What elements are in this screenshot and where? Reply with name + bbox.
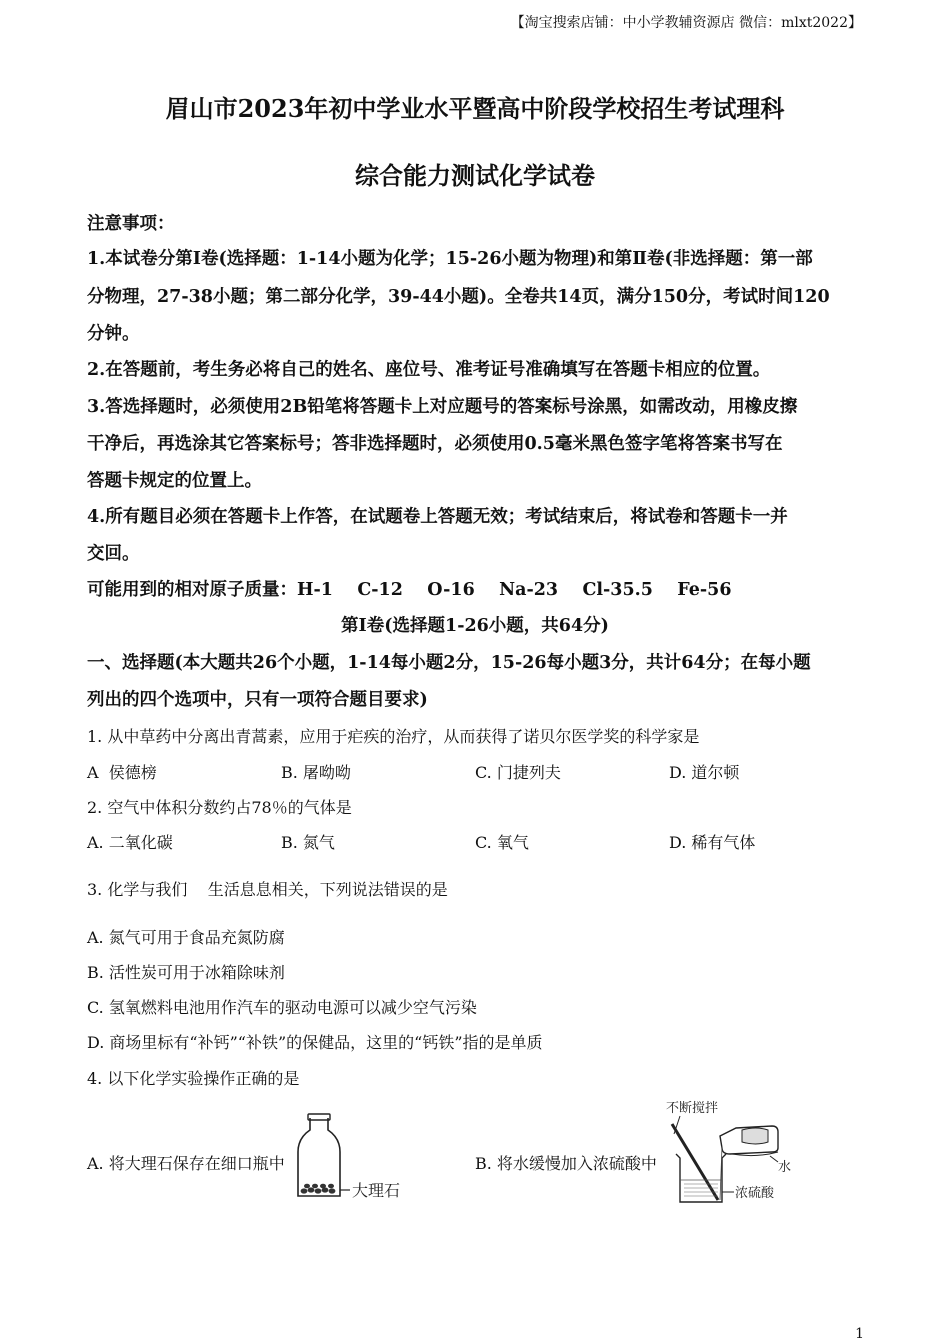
notes-line: 1.本试卷分第Ⅰ卷(选择题：1-14小题为化学；15-26小题为物理)和第Ⅱ卷(非选择题：第一部	[87, 249, 813, 269]
question-2-option-b[interactable]: B. 氮气	[281, 833, 335, 852]
notes-line: 4.所有题目必须在答题卡上作答，在试题卷上答题无效；考试结束后，将试卷和答题卡一并	[87, 507, 788, 527]
exam-title-line2: 综合能力测试化学试卷	[355, 161, 595, 190]
question-3-stem: 3. 化学与我们 生活息息相关，下列说法错误的是	[87, 880, 448, 899]
acid-label: 浓硫酸	[735, 1186, 775, 1201]
notes-line: 答题卡规定的位置上。	[87, 471, 262, 491]
narrow-mouth-bottle-figure	[290, 1112, 420, 1207]
notes-line: 3.答选择题时，必须使用2B铅笔将答题卡上对应题号的答案标号涂黑，如需改动，用橡皮擦	[87, 397, 798, 417]
question-1-stem: 1. 从中草药中分离出青蒿素，应用于疟疾的治疗，从而获得了诺贝尔医学奖的科学家是	[87, 727, 700, 746]
notes-line: 分钟。	[87, 324, 140, 344]
question-3-option-b[interactable]: B. 活性炭可用于冰箱除味剂	[87, 963, 285, 982]
question-2-option-a[interactable]: A. 二氧化碳	[87, 833, 173, 852]
question-1-option-c[interactable]: C. 门捷列夫	[475, 763, 561, 782]
water-label: 水	[778, 1160, 792, 1175]
question-1-option-b[interactable]: B. 屠呦呦	[281, 763, 351, 782]
question-1-option-a[interactable]: A 侯德榜	[87, 763, 157, 782]
question-3-option-a[interactable]: A. 氮气可用于食品充氮防腐	[87, 928, 285, 947]
marble-chunks-icon	[301, 1184, 336, 1194]
question-2-option-d[interactable]: D. 稀有气体	[669, 833, 756, 852]
water-container-icon	[720, 1126, 778, 1156]
section-instructions: 一、选择题(本大题共26个小题，1-14每小题2分，15-26每小题3分，共计64分；在每小题	[87, 653, 811, 673]
notes-line: 交回。	[87, 544, 140, 564]
section-title: 第Ⅰ卷(选择题1-26小题，共64分)	[341, 616, 609, 636]
section-instructions: 列出的四个选项中，只有一项符合题目要求)	[87, 690, 428, 710]
question-3-option-c[interactable]: C. 氢氧燃料电池用作汽车的驱动电源可以减少空气污染	[87, 998, 477, 1017]
atomic-masses: 可能用到的相对原子质量：H-1 C-12 O-16 Na-23 Cl-35.5 Fe-56	[87, 580, 732, 600]
notes-line: 2.在答题前，考生务必将自己的姓名、座位号、准考证号准确填写在答题卡相应的位置。	[87, 360, 771, 380]
question-4-option-a[interactable]: A. 将大理石保存在细口瓶中	[87, 1154, 285, 1173]
beaker-icon	[676, 1154, 726, 1202]
question-1-option-d[interactable]: D. 道尔顿	[669, 763, 740, 782]
stir-label: 不断搅拌	[666, 1101, 719, 1116]
question-2-option-c[interactable]: C. 氧气	[475, 833, 529, 852]
exam-title-line1: 眉山市2023年初中学业水平暨高中阶段学校招生考试理科	[165, 94, 785, 123]
page-number: 1	[855, 1326, 864, 1342]
notes-line: 分物理，27-38小题；第二部分化学，39-44小题)。全卷共14页，满分150分，考试时间120	[87, 287, 830, 307]
question-2-stem: 2. 空气中体积分数约占78％的气体是	[87, 798, 352, 817]
notes-line: 干净后，再选涂其它答案标号；答非选择题时，必须使用0.5毫米黑色签字笔将答案书写在	[87, 434, 783, 454]
question-4-option-b[interactable]: B. 将水缓慢加入浓硫酸中	[475, 1154, 657, 1173]
dilution-figure	[660, 1096, 810, 1208]
question-4-stem: 4. 以下化学实验操作正确的是	[87, 1069, 300, 1088]
notes-heading: 注意事项：	[87, 214, 175, 234]
question-3-option-d[interactable]: D. 商场里标有“补钙”“补铁”的保健品，这里的“钙铁”指的是单质	[87, 1033, 543, 1052]
glass-rod-icon	[672, 1124, 718, 1200]
marble-label: 大理石	[352, 1181, 401, 1200]
shop-header: 【淘宝搜索店铺：中小学教辅资源店 微信：mlxt2022】	[510, 15, 862, 31]
